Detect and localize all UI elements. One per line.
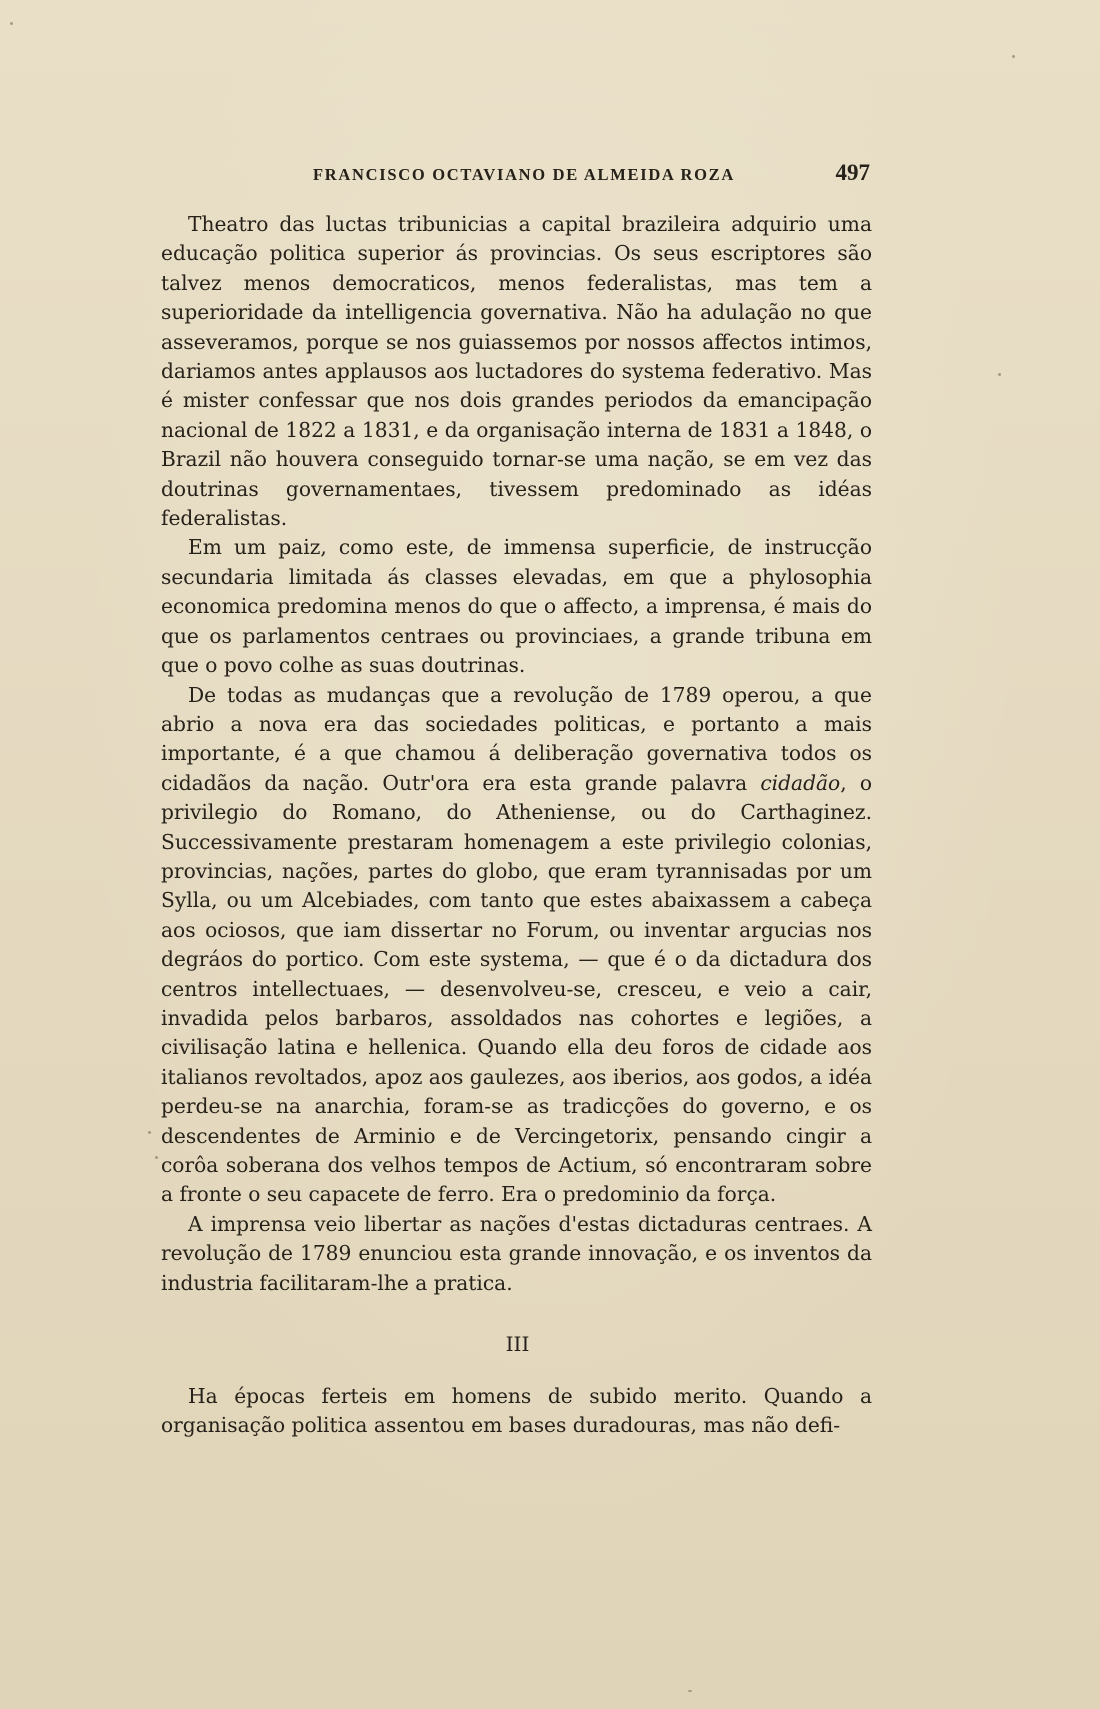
section-heading: III <box>505 1332 530 1357</box>
ink-speck <box>998 373 1001 376</box>
paragraph-3-text-after: , o privilegio do Romano, do Atheniense, ou do Carthaginez. Successivamente prestaram homenagem a este privilegio colonias, provincias, nações, partes do globo, que eram tyrannisadas por um Sylla, ou um Alcebiades, com tanto que estes abaixassem a cabeça aos ociosos, que iam dissertar no Forum, ou inventar argucias nos degráos do portico. Com este systema, — que é o da dictadura dos centros intellectuaes, — desenvolveu-se, cresceu, e veio a cair, invadida pelos barbaros, assoldados nas cohortes e legiões, a civilisação latina e hellenica. Quando ella deu foros de cidade aos italianos revoltados, apoz aos gaulezes, aos iberios, aos godos, a idéa perdeu-se na anarchia, foram-se as tradicções do governo, e os descendentes de Arminio e de Vercingetorix, pensando cingir a corôa soberana dos velhos tempos de Actium, só encontraram sobre a fronte o seu capacete de ferro. Era o predominio da força. <box>161 770 872 1207</box>
text-block <box>161 160 872 1441</box>
paragraph-1: Theatro das luctas tribunicias a capital brazileira adquirio uma educação politica superior ás provincias. Os seus escriptores são talvez menos democraticos, menos federalistas, mas tem a superioridade da intelligencia governativa. Não ha adulação no que asseveramos, porque se nos guiassemos por nossos affectos intimos, dariamos antes applausos aos luctadores do systema federativo. Mas é mister confessar que nos dois grandes periodos da emancipação nacional de 1822 a 1831, e da organisação interna de 1831 a 1848, o Brazil não houvera conseguido tornar-se uma nação, se em vez das doutrinas governamentaes, tivessem predominado as idéas federalistas. <box>161 212 872 531</box>
running-head <box>161 160 872 190</box>
body-text <box>161 210 872 1298</box>
paragraph-3-emphasis: cidadão <box>760 770 841 795</box>
running-title: FRANCISCO OCTAVIANO DE ALMEIDA ROZA <box>313 165 735 184</box>
ink-speck <box>1012 55 1015 58</box>
paragraph-4: A imprensa veio libertar as nações d'estas dictaduras centraes. A revolução de 1789 enunciou esta grande innovação, e os inventos da industria facilitaram-lhe a pratica. <box>161 1211 872 1295</box>
page-number: 497 <box>835 160 870 185</box>
ink-speck <box>688 1690 692 1692</box>
section-paragraph: Ha épocas ferteis em homens de subido merito. Quando a organisação politica assentou em bases duradouras, mas não defi- <box>161 1384 872 1438</box>
ink-speck <box>148 1131 151 1134</box>
paragraph-2: Em um paiz, como este, de immensa superficie, de instrucção secundaria limitada ás classes elevadas, em que a phylosophia economica predomina menos do que o affecto, a imprensa, é mais do que os parlamentos centraes ou provinciaes, a grande tribuna em que o povo colhe as suas doutrinas. <box>161 535 872 678</box>
paragraph-3 <box>161 681 872 1210</box>
section-body <box>161 1382 872 1441</box>
ink-speck <box>10 22 13 25</box>
paragraph-3-text-before: De todas as mudanças que a revolução de 1789 operou, a que abrio a nova era das sociedades politicas, e portanto a mais importante, é a que chamou á deliberação governativa todos os cidadãos da nação. Outr'ora era esta grande palavra <box>161 682 872 795</box>
ink-speck <box>155 1156 158 1159</box>
